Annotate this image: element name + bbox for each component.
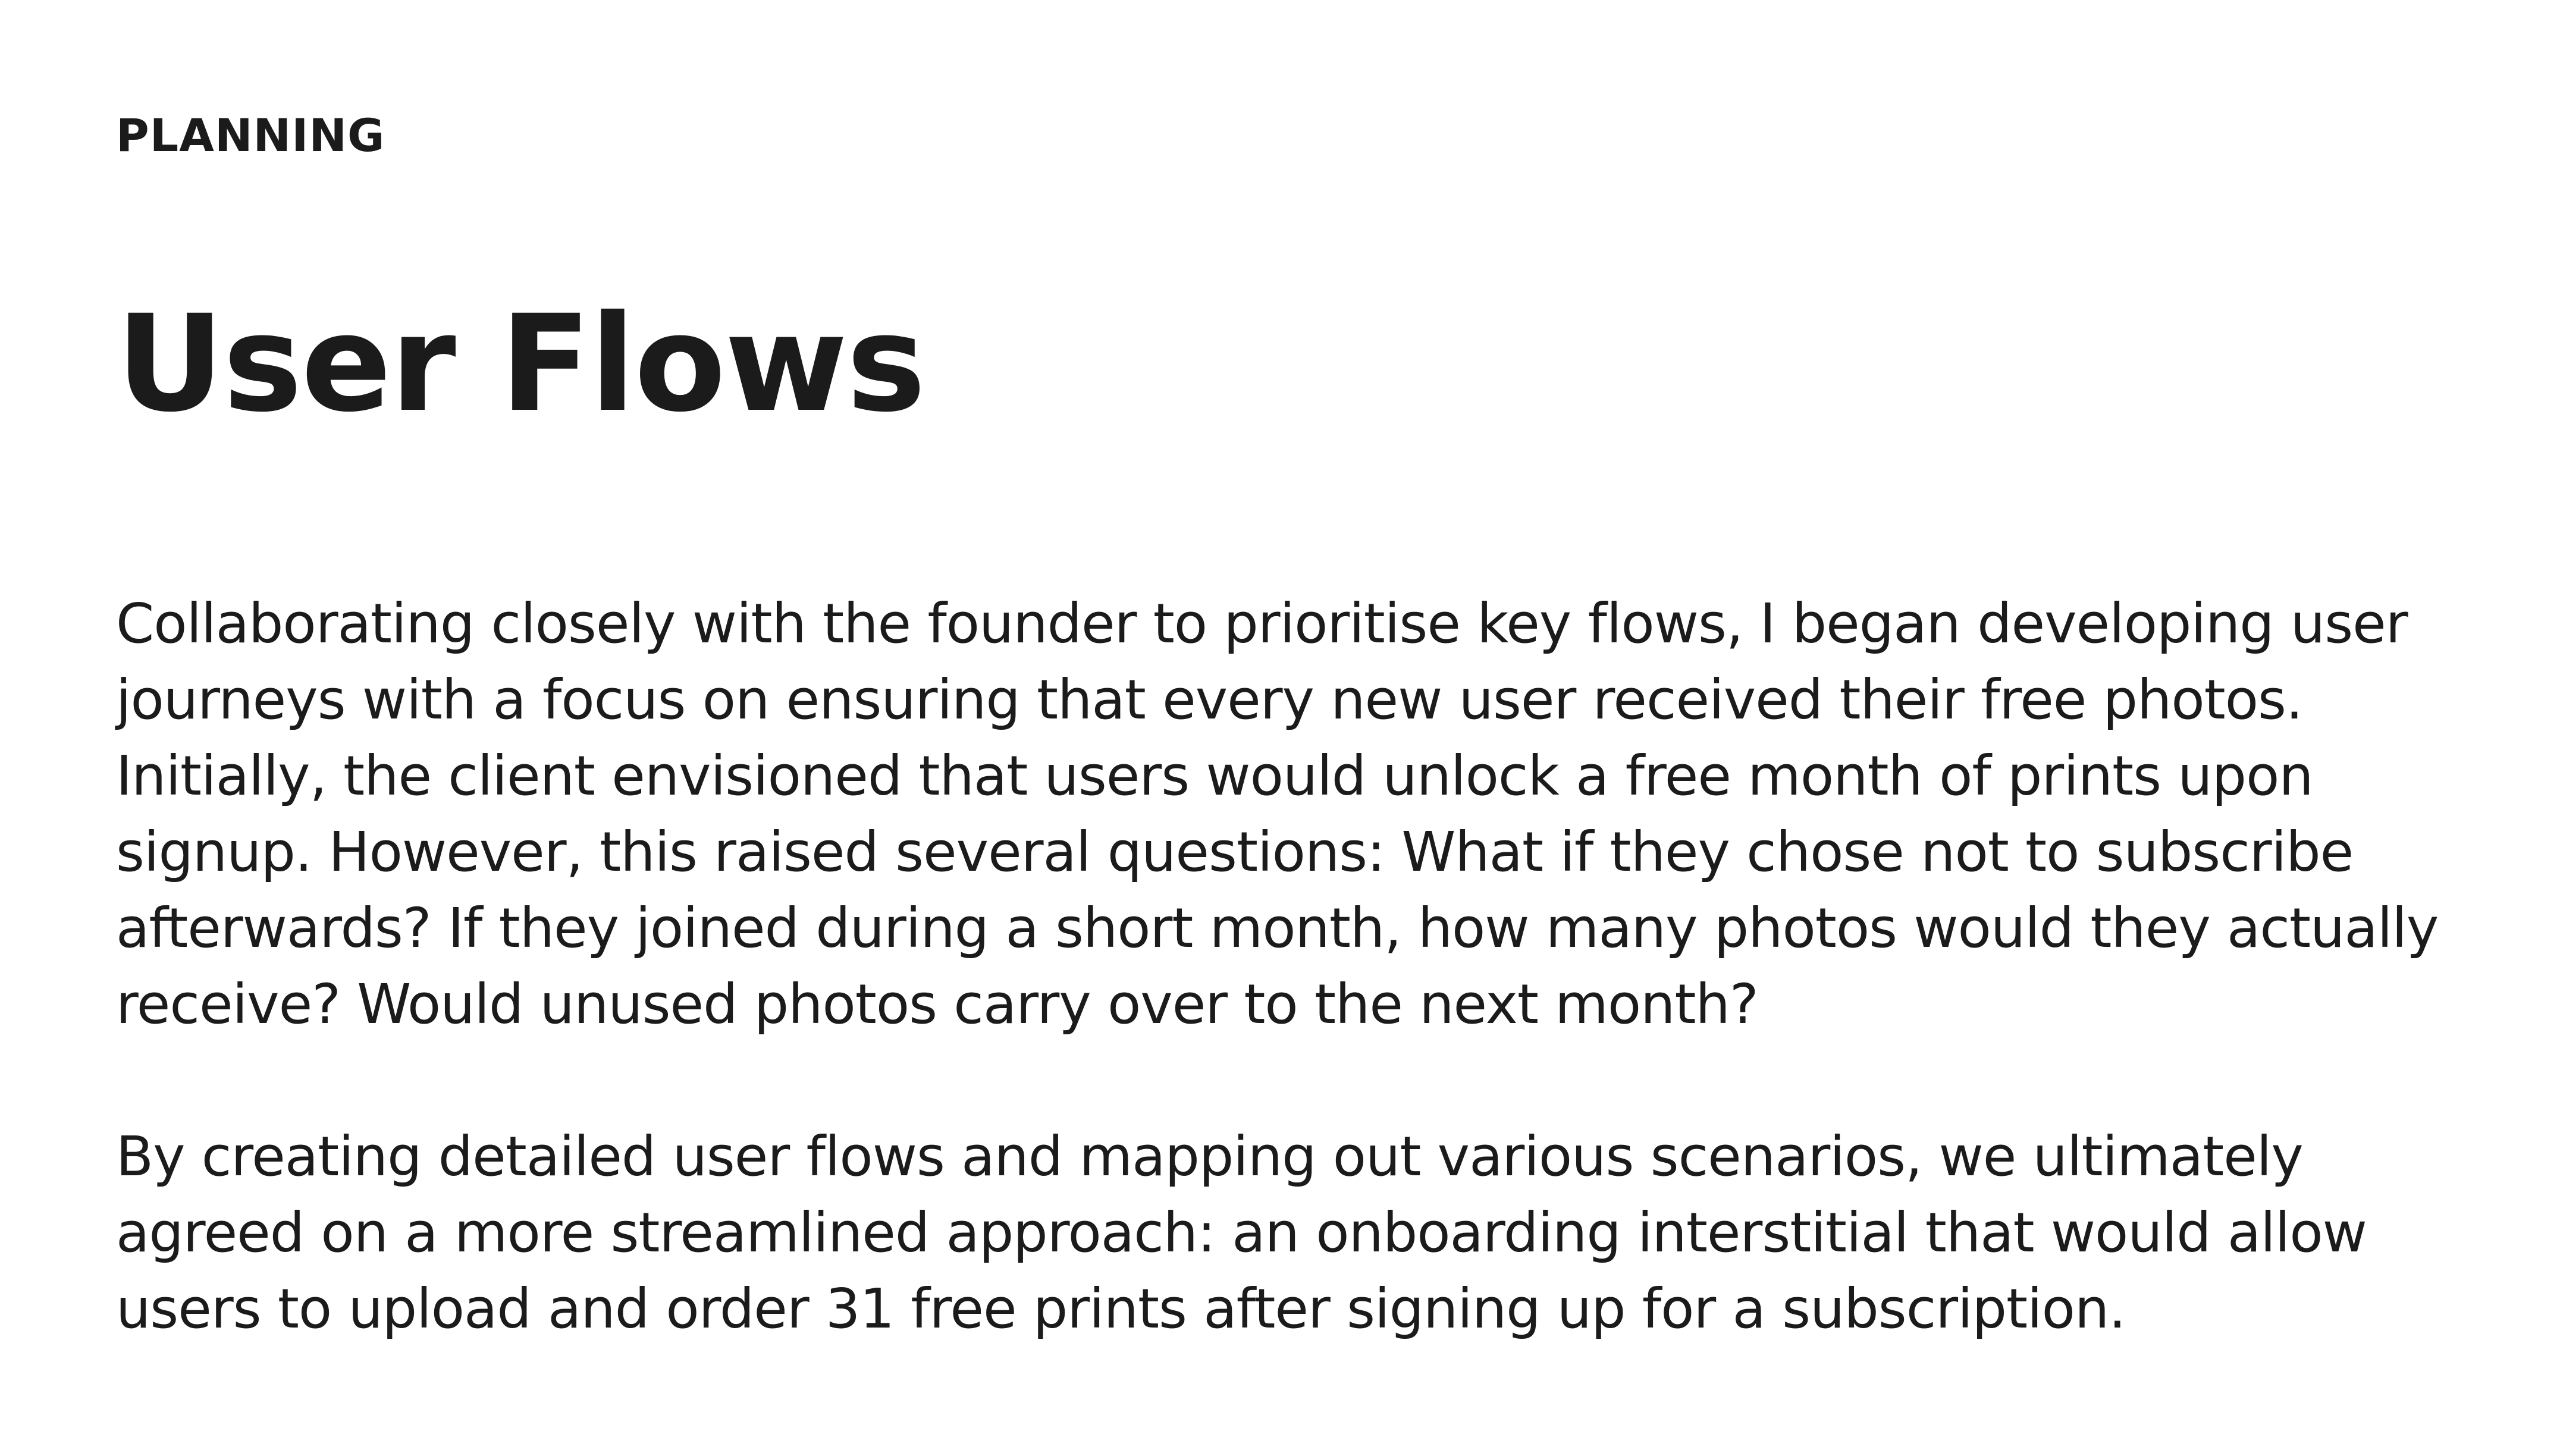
section-title: User Flows xyxy=(116,286,925,441)
body-paragraph: Collaborating closely with the founder to prioritise key flows, I began developing user journeys with a focus on ensuring that every new user received their free photos. Initially, the client envisioned that users would unlock a free month of prints upon signup. However, this raised several questions: What if they chose not to subscribe afterwards? If they joined during a short month, how many photos would they actually receive? Would unused photos carry over to the next month? xyxy=(116,592,2439,1036)
section-body xyxy=(116,586,2489,1347)
section-eyebrow: PLANNING xyxy=(116,109,385,162)
body-paragraph: By creating detailed user flows and mapping out various scenarios, we ultimately agreed on a more streamlined approach: an onboarding interstitial that would allow users to upload and order 31 free prints after signing up for a subscription. xyxy=(116,1125,2367,1341)
